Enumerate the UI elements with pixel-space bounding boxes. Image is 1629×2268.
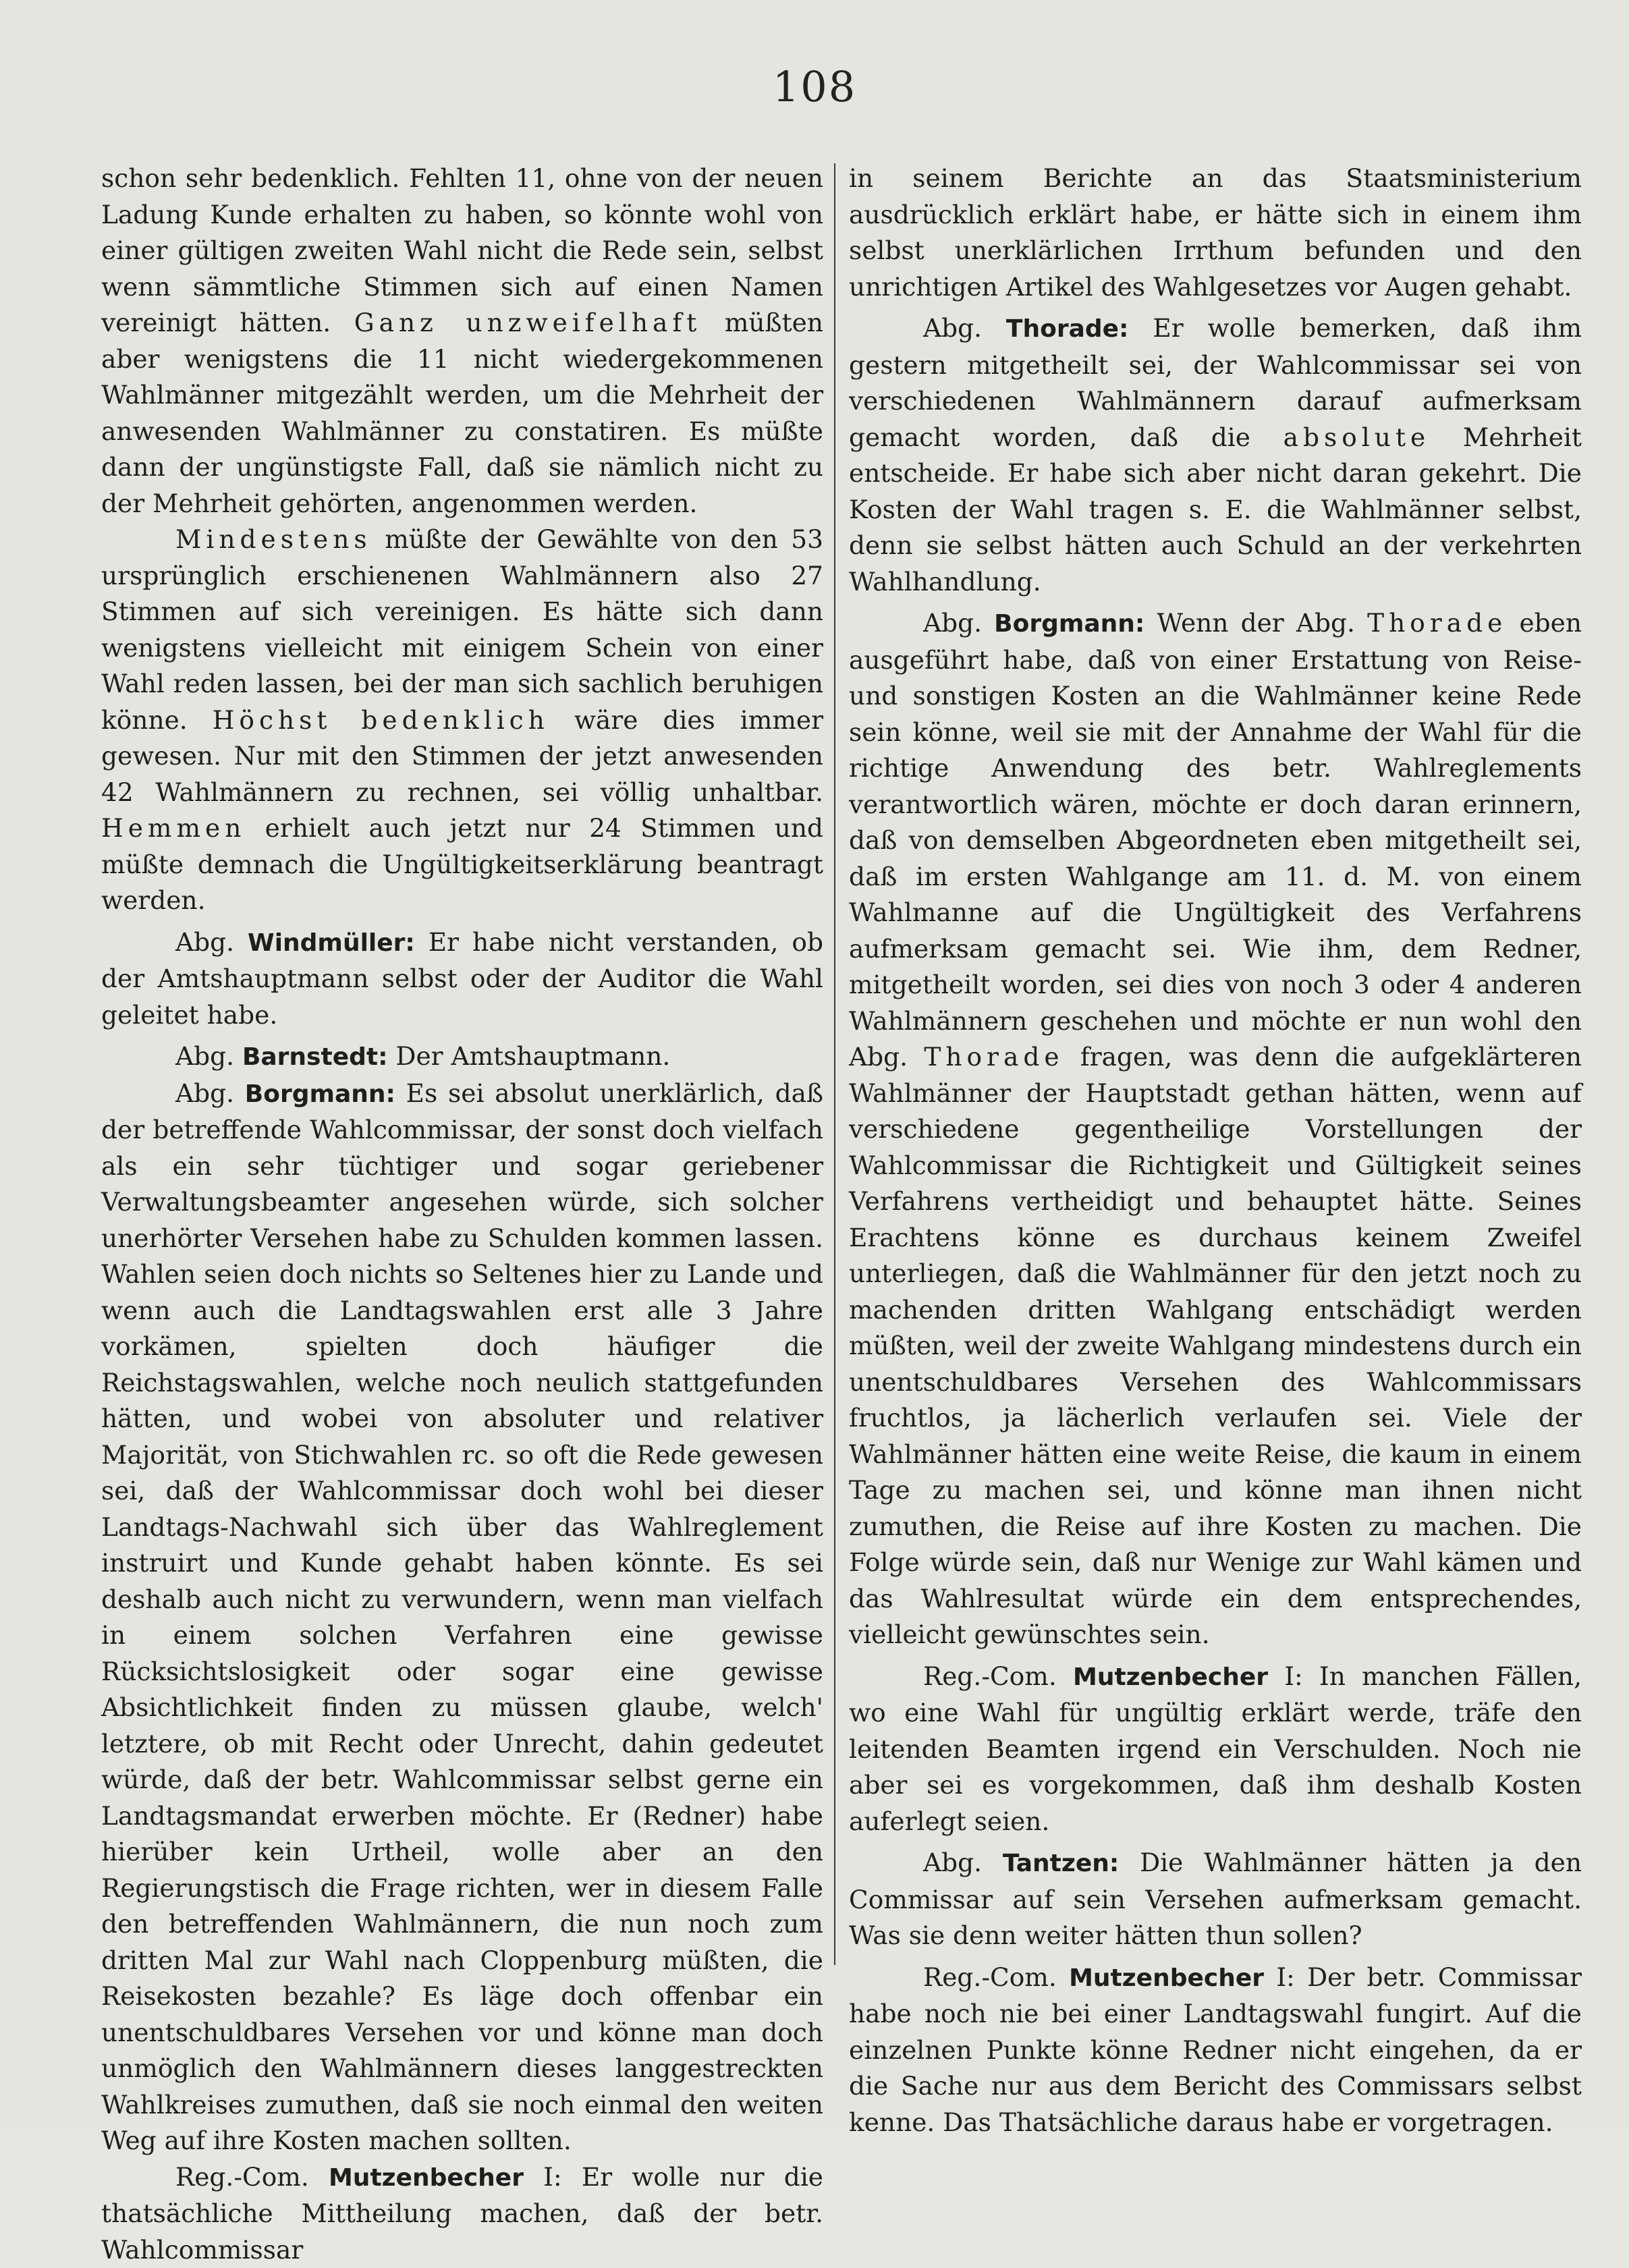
speaker-prefix: Abg. [175,927,248,957]
speaker-name: Tantzen: [1003,1850,1119,1877]
right-column [849,161,1582,2140]
spaced-emphasis: Ganz unzweifelhaft [354,308,702,337]
spaced-emphasis: absolute [1283,422,1431,452]
speaker-paragraph [849,1845,1582,1954]
paragraph [849,161,1582,305]
body-text: schon sehr bedenklich. Fehlten 11, ohne von der neuen Ladung Kunde erhalten zu haben, so könnte wohl von einer gültigen zweiten Wahl nicht die Rede sein, selbst wenn sämmtliche Stimmen sich auf einen Namen vereinigt hätten. [101,163,823,337]
body-text: müßten aber wenigstens die 11 nicht wiedergekommenen Wahlmänner mitgezählt werden, um die Mehrheit der anwesenden Wahlmänner zu constatiren. Es müßte dann der ungünstigste Fall, daß sie nämlich nicht zu der Mehrheit gehörten, angenommen werden. [101,308,823,518]
speaker-prefix: Abg. [923,608,994,638]
speaker-paragraph [849,1659,1582,1840]
body-text: müßte der Gewählte von den 53 ursprünglich erschienenen Wahlmännern also 27 Stimmen auf sich vereinigen. Es hätte sich dann wenigstens vielleicht mit einigem Schein von einer Wahl reden lassen, bei der man sich sachlich beruhigen könne. [101,524,823,735]
spaced-emphasis: Höchst bedenklich [213,705,549,735]
speaker-paragraph [101,2159,823,2268]
speaker-name: Windmüller: [248,929,415,957]
speaker-name: Borgmann: [245,1080,395,1108]
spaced-emphasis: Thorade [924,1042,1064,1072]
body-text: Wenn der Abg. [1144,608,1367,638]
page-number: 108 [0,62,1629,111]
body-text: Die Wahlmänner hätten ja den Commissar auf sein Versehen aufmerksam gemacht. Was sie denn weiter hätten thun sollen? [849,1848,1582,1950]
body-text: Es sei absolut unerklärlich, daß der betreffende Wahlcommissar, der sonst doch vielfach als ein sehr tüchtiger und sogar geriebener Verwaltungsbeamter angesehen würde, sich solcher unerhörter Versehen habe zu Schulden kommen lassen. Wahlen seien doch nichts so Seltenes hier zu Lande und wenn auch die Landtagswahlen erst alle 3 Jahre vorkämen, spielten doch häufiger die Reichstagswahlen, welche noch neulich stattgefunden hätten, und wobei von absoluter und relativer Majorität, von Stichwahlen rc. so oft die Rede gewesen sei, daß der Wahlcommissar doch wohl bei dieser Landtags-Nachwahl sich über das Wahlreglement instruirt und Kunde gehabt haben könnte. Es sei deshalb auch nicht zu verwundern, wenn man vielfach in einem solchen Verfahren eine gewisse Rücksichtslosigkeit oder sogar eine gewisse Absichtlichkeit finden zu müssen glaube, welch' letztere, ob mit Recht oder Unrecht, dahin gedeutet würde, daß der betr. Wahlcommissar selbst gerne ein Landtagsmandat erwerben möchte. Er (Redner) habe hierüber kein Urtheil, wolle aber an den Regierungstisch die Frage richten, wer in diesem Falle den betreffenden Wahlmännern, die nun noch zum dritten Mal zur Wahl nach Cloppenburg müßten, die Reisekosten bezahle? Es läge doch offenbar ein unentschuldbares Versehen vor und könne man doch unmöglich den Wahlmännern dieses langgestreckten Wahlkreises zumuthen, daß sie noch einmal den weiten Weg auf ihre Kosten machen sollten. [101,1078,823,2156]
speaker-prefix: Reg.-Com. [923,1962,1069,1992]
body-text: I: Er wolle nur die thatsächliche Mittheilung machen, daß der betr. Wahlcommissar [101,2162,823,2265]
spaced-emphasis: Hemmen [101,813,246,843]
speaker-prefix: Reg.-Com. [175,2162,329,2192]
body-text: eben ausgeführt habe, daß von einer Erstattung von Reise- und sonstigen Kosten an die Wahlmänner keine Rede sein könne, weil sie mit der Annahme der Wahl für die richtige Anwendung des betr. Wahlreglements verantwortlich wären, möchte er doch daran erinnern, daß von demselben Abgeordneten eben mitgetheilt sei, daß im ersten Wahlgange am 11. d. M. von einem Wahlmanne auf die Ungültigkeit des Verfahrens aufmerksam gemacht sei. Wie ihm, dem Redner, mitgetheilt worden, sei dies von noch 3 oder 4 anderen Wahlmännern geschehen und möchte er nun wohl den Abg. [849,608,1582,1072]
speaker-paragraph [849,605,1582,1653]
speaker-name: Mutzenbecher [329,2164,524,2192]
speaker-name: Borgmann: [994,610,1144,638]
paragraph [101,161,823,522]
speaker-paragraph [101,1076,823,2159]
speaker-prefix: Abg. [175,1078,245,1108]
body-text: in seinem Berichte an das Staatsministerium ausdrücklich erklärt habe, er hätte sich in einem ihm selbst unerklärlichen Irrthum befunden und den unrichtigen Artikel des Wahlgesetzes vor Augen gehabt. [849,163,1582,302]
speaker-prefix: Abg. [175,1041,242,1071]
column-divider [834,163,835,1965]
speaker-name: Mutzenbecher [1073,1663,1268,1691]
speaker-name: Barnstedt: [242,1043,388,1071]
body-text: I: Der betr. Commissar habe noch nie bei einer Landtagswahl fungirt. Auf die einzelnen Punkte könne Redner nicht eingehen, da er die Sache nur aus dem Bericht des Commissars selbst kenne. Das Thatsächliche daraus habe er vorgetragen. [849,1962,1582,2137]
body-text: fragen, was denn die aufgeklärteren Wahlmänner der Hauptstadt gethan hätten, wenn auf verschiedene gegentheilige Vorstellungen der Wahlcommissar die Richtigkeit und Gültigkeit seines Verfahrens vertheidigt und behauptet hätte. Seines Erachtens könne es durchaus keinem Zweifel unterliegen, daß die Wahlmänner für den jetzt noch zu machenden dritten Wahlgang entschädigt werden müßten, weil der zweite Wahlgang mindestens durch ein unentschuldbares Versehen des Wahlcommissars fruchtlos, ja lächerlich verlaufen sei. Viele der Wahlmänner hätten eine weite Reise, die kaum in einem Tage zu machen sei, und könne man ihnen nicht zumuthen, die Reise auf ihre Kosten zu machen. Die Folge würde sein, daß nur Wenige zur Wahl kämen und das Wahlresultat würde ein dem entsprechendes, vielleicht gewünschtes sein. [849,1042,1582,1649]
body-text: Mehrheit entscheide. Er habe sich aber nicht daran gekehrt. Die Kosten der Wahl tragen s. E. die Wahlmänner selbst, denn sie selbst hätten auch Schuld an der verkehrten Wahlhandlung. [849,422,1582,597]
body-text: erhielt auch jetzt nur 24 Stimmen und müßte demnach die Ungültigkeitserklärung beantragt werden. [101,813,823,915]
body-text: I: In manchen Fällen, wo eine Wahl für ungültig erklärt werde, träfe den leitenden Beamten irgend ein Verschulden. Noch nie aber sei es vorgekommen, daß ihm deshalb Kosten auferlegt seien. [849,1661,1582,1836]
body-text: wäre dies immer gewesen. Nur mit den Stimmen der jetzt anwesenden 42 Wahlmännern zu rechnen, sei völlig unhaltbar. [101,705,823,807]
spaced-emphasis: Mindestens [175,524,372,554]
body-text: Er habe nicht verstanden, ob der Amtshauptmann selbst oder der Auditor die Wahl geleitet habe. [101,927,823,1030]
speaker-paragraph [101,924,823,1034]
speaker-name: Mutzenbecher [1069,1964,1264,1992]
speaker-name: Thorade: [1006,315,1129,343]
speaker-paragraph [101,1039,823,1076]
paragraph [101,522,823,919]
speaker-prefix: Reg.-Com. [923,1661,1073,1691]
speaker-paragraph [849,1960,1582,2141]
body-text: Der Amtshauptmann. [387,1041,670,1071]
spaced-emphasis: Thorade [1367,608,1507,638]
speaker-prefix: Abg. [923,313,1006,343]
speaker-prefix: Abg. [923,1848,1003,1877]
body-text: Er wolle bemerken, daß ihm gestern mitgetheilt sei, der Wahlcommissar sei von verschiedenen Wahlmännern darauf aufmerksam gemacht worden, daß die [849,313,1582,452]
speaker-paragraph [849,310,1582,600]
left-column [101,161,823,2268]
